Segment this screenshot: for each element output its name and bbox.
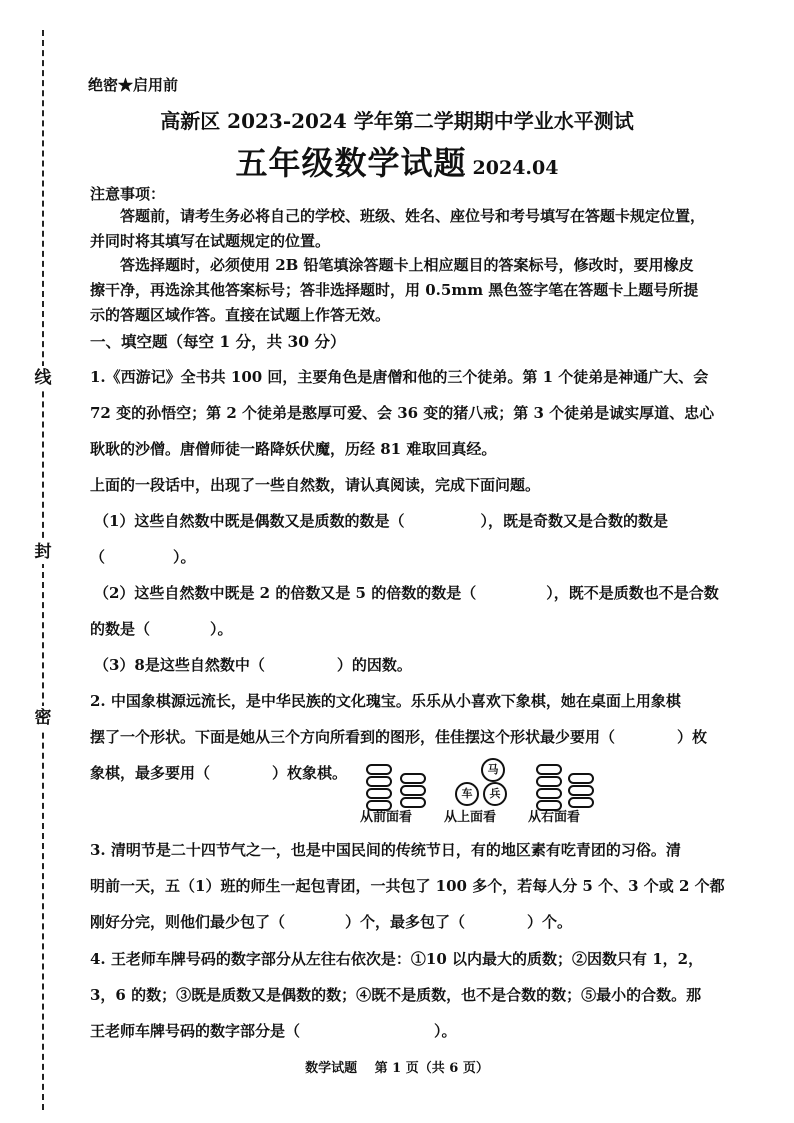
- chip: [366, 776, 392, 787]
- exam-title: 高新区 2023-2024 学年第二学期期中学业水平测试: [160, 109, 634, 133]
- binding-dashed-line: [42, 30, 44, 1110]
- section-1-title: 一、填空题（每空 1 分，共 30 分）: [90, 332, 346, 351]
- chip: [568, 773, 594, 784]
- q3-line3: [90, 904, 746, 940]
- q1-sub1-row: [90, 503, 746, 539]
- q4-line2: 3，6 的数；③既是质数又是偶数的数；④既不是质数，也不是合数的数；⑤最小的合数。那: [90, 986, 702, 1004]
- chip: [366, 764, 392, 775]
- notice-p1-line2: 并同时将其填写在试题规定的位置。: [90, 232, 331, 250]
- q1-line4: 上面的一段话中，出现了一些自然数，请认真阅读，完成下面问题。: [90, 476, 541, 494]
- q4-line3: [90, 1013, 746, 1049]
- notice-paragraph-2: [90, 253, 746, 328]
- margin-char-mi: 密: [32, 706, 54, 730]
- q1-sub1-text-b: ），既是奇数又是合数的数是: [480, 512, 668, 530]
- q1-sub3-text-b: ）的因数。: [336, 656, 412, 674]
- notice-p2-line2: 擦干净，再选涂其他答案标号；答非选择题时，用 0.5mm 黑色签字笔在答题卡上题号所提: [90, 281, 699, 299]
- q1-sub1-text-c: （: [90, 548, 106, 566]
- q2-line3-text-a: 象棋，最多要用（: [90, 764, 211, 782]
- front-view-stack-right: [400, 773, 426, 809]
- q1-line1: 1.《西游记》全书共 100 回，主要角色是唐僧和他的三个徒弟。第 1 个徒弟是神通广大、会: [90, 368, 709, 386]
- q3-line3-text-a: 刚好分完，则他们最少包了（: [90, 913, 286, 931]
- q2-line3-text-b: ）枚象棋。: [272, 764, 348, 782]
- chip: [536, 788, 562, 799]
- q1-sub2-text-a: （2）这些自然数中既是 2 的倍数又是 5 的倍数的数是（: [94, 584, 477, 602]
- front-view-stack-left: [366, 764, 392, 812]
- margin-char-feng: 封: [32, 540, 54, 564]
- question-1: [90, 359, 746, 683]
- margin-char-xian: 线: [32, 366, 54, 390]
- chip: [400, 773, 426, 784]
- q1-sub2-row: [90, 575, 746, 611]
- q2-line2: [90, 719, 746, 755]
- label-right-view: 从右面看: [528, 810, 581, 825]
- q1-sub2-text-d: ）。: [210, 620, 233, 638]
- page-footer: 数学试题 第 1 页（共 6 页）: [305, 1061, 489, 1076]
- piece-che: 车: [455, 782, 479, 806]
- question-4: [90, 941, 746, 1049]
- q1-sub1-row-2: [90, 539, 746, 575]
- q1-sub2-text-c: 的数是（: [90, 620, 151, 638]
- right-view-stack-left: [536, 764, 562, 812]
- q1-sub3-text-a: （3）8是这些自然数中（: [94, 656, 265, 674]
- confidential-mark: 绝密★启用前: [88, 76, 179, 94]
- q1-sub1-text-a: （1）这些自然数中既是偶数又是质数的数是（: [94, 512, 405, 530]
- piece-bing: 兵: [483, 782, 507, 806]
- q1-sub2-row-2: [90, 611, 746, 647]
- label-top-view: 从上面看: [444, 810, 497, 825]
- exam-subtitle: 五年级数学试题: [235, 144, 467, 182]
- subtitle-row: [0, 138, 794, 184]
- q1-line3: 耿耿的沙僧。唐僧师徒一路降妖伏魔，历经 81 难取回真经。: [90, 440, 497, 458]
- q1-sub2-text-b: ），既不是质数也不是合数: [546, 584, 719, 602]
- q3-line2: 明前一天，五（1）班的师生一起包青团，一共包了 100 多个，若每人分 5 个、3 个或 2 个都: [90, 877, 725, 895]
- q2-line2-text-b: ）枚: [677, 728, 708, 746]
- q3-line3-text-b: ）个，最多包了（: [345, 913, 466, 931]
- right-view-stack-right: [568, 773, 594, 809]
- q1-sub3-row: [90, 647, 746, 683]
- chess-views-figure: [360, 758, 610, 828]
- notice-title: 注意事项：: [90, 185, 166, 203]
- chip: [536, 776, 562, 787]
- q1-line2: 72 变的孙悟空；第 2 个徒弟是憨厚可爱、会 36 变的猪八戒；第 3 个徒弟是诚实厚道、忠心: [90, 404, 715, 422]
- notice-paragraph-1: [90, 204, 746, 254]
- piece-ma: 马: [481, 758, 505, 782]
- chip: [568, 785, 594, 796]
- q4-line1: 4. 王老师车牌号码的数字部分从左往右依次是：①10 以内最大的质数；②因数只有 1，2，: [90, 950, 704, 968]
- q2-line2-text-a: 摆了一个形状。下面是她从三个方向所看到的图形，佳佳摆这个形状最少要用（: [90, 728, 616, 746]
- q2-line1: 2. 中国象棋源远流长，是中华民族的文化瑰宝。乐乐从小喜欢下象棋，她在桌面上用象棋: [90, 692, 681, 710]
- chip: [366, 788, 392, 799]
- q4-line3-text-a: 王老师车牌号码的数字部分是（: [90, 1022, 301, 1040]
- notice-p2-line3: 示的答题区域作答。直接在试题上作答无效。: [90, 306, 391, 324]
- notice-p1-line1: 答题前，请考生务必将自己的学校、班级、姓名、座位号和考号填写在答题卡规定位置，: [120, 207, 706, 225]
- q4-line3-text-b: ）。: [434, 1022, 457, 1040]
- label-front-view: 从前面看: [360, 810, 413, 825]
- chip: [536, 764, 562, 775]
- q3-line3-text-c: ）个。: [527, 913, 573, 931]
- notice-p2-line1: 答选择题时，必须使用 2B 铅笔填涂答题卡上相应题目的答案标号，修改时，要用橡皮: [120, 256, 694, 274]
- exam-date: 2024.04: [472, 157, 559, 179]
- q3-line1: 3. 清明节是二十四节气之一，也是中国民间的传统节日，有的地区素有吃青团的习俗。清: [90, 841, 681, 859]
- question-3: [90, 832, 746, 940]
- chip: [400, 785, 426, 796]
- q1-sub1-text-d: ）。: [173, 548, 196, 566]
